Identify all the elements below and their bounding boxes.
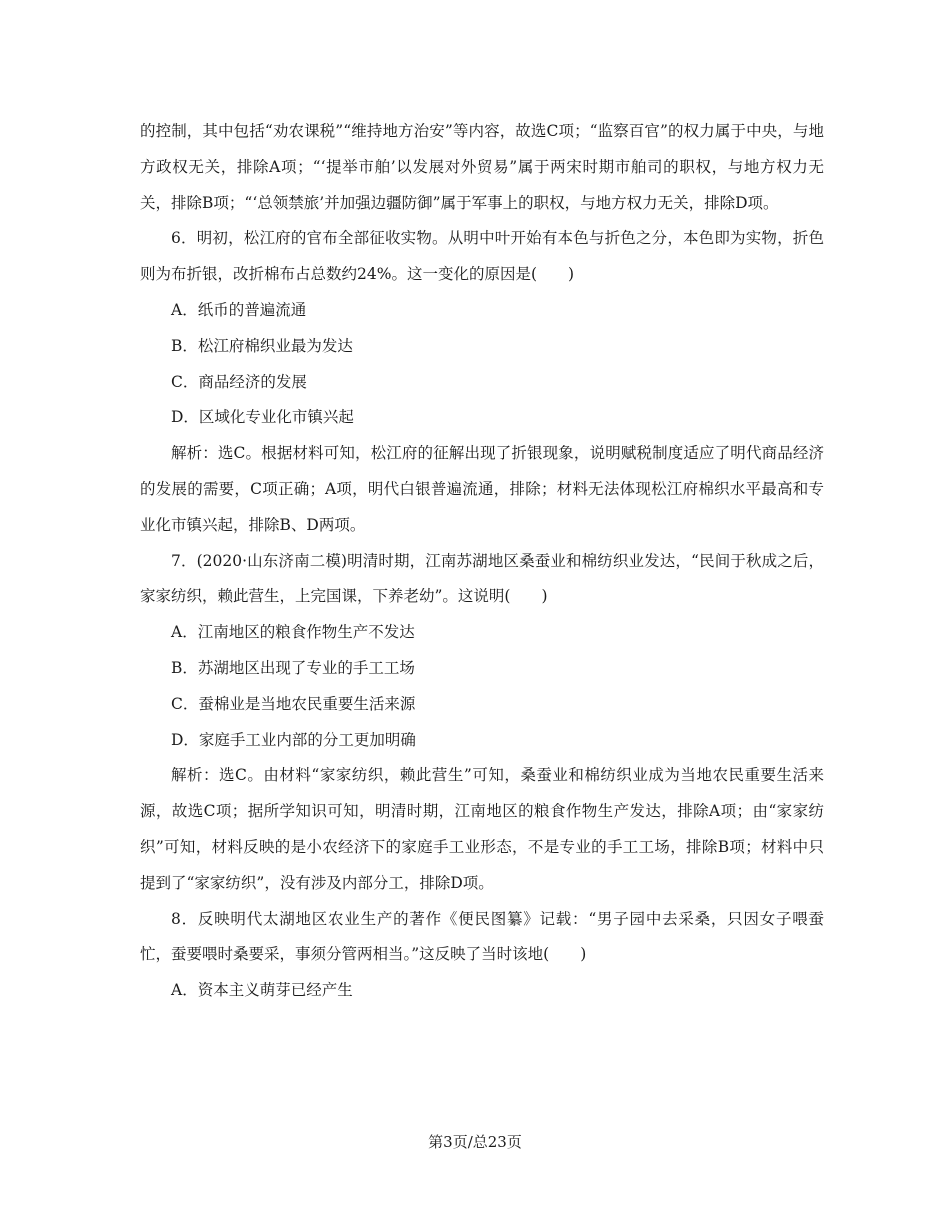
q6-option-c: C．商品经济的发展	[171, 372, 307, 391]
question-8: 8．反映明代太湖地区农业生产的著作《便民图纂》记载：“男子园中去采桑，只因女子喂蚕忙，蚕要喂时桑要采，事须分管两相当。”这反映了当时该地( )	[140, 909, 824, 964]
q6-option-b: B．松江府棉织业最为发达	[171, 336, 353, 355]
q8-option-a: A．资本主义萌芽已经产生	[171, 981, 353, 1000]
q7-option-a: A．江南地区的粮食作物生产不发达	[171, 623, 415, 642]
question-7: 7．(2020·山东济南二模)明清时期，江南苏湖地区桑蚕业和棉纺织业发达，“民间于秋成之后，家家纺织，赖此营生，上完国课，下养老幼”。这说明( )	[140, 551, 824, 606]
continued-analysis: 的控制，其中包括“劝农课税”“维持地方治安”等内容，故选C项；“监察百官”的权力属于中央，与地方政权无关，排除A项；“‘提举市舶’以发展对外贸易”属于两宋时期市舶司的职权，与地方权力无关，排除B项；“‘总领禁旅’并加强边疆防御”属于军事上的职权，与地方权力无关，排除D项。	[140, 122, 824, 212]
q7-option-c: C．蚕棉业是当地农民重要生活来源	[171, 694, 416, 713]
page-number: 第3页/总23页	[428, 1133, 522, 1151]
q6-option-a: A．纸币的普遍流通	[171, 300, 307, 319]
page-content	[140, 114, 824, 1009]
q6-option-d: D．区域化专业化市镇兴起	[171, 408, 354, 427]
q6-analysis: 解析：选C。根据材料可知，松江府的征解出现了折银现象，说明赋税制度适应了明代商品经济的发展的需要，C项正确；A项，明代白银普遍流通，排除；材料无法体现松江府棉织水平最高和专业化市镇兴起，排除B、D两项。	[140, 444, 824, 534]
question-6: 6．明初，松江府的官布全部征收实物。从明中叶开始有本色与折色之分，本色即为实物，折色则为布折银，改折棉布占总数约24%。这一变化的原因是( )	[140, 229, 824, 284]
q7-option-d: D．家庭手工业内部的分工更加明确	[171, 730, 416, 749]
q7-option-b: B．苏湖地区出现了专业的手工工场	[171, 658, 415, 677]
q7-analysis: 解析：选C。由材料“家家纺织，赖此营生”可知，桑蚕业和棉纺织业成为当地农民重要生活来源，故选C项；据所学知识可知，明清时期，江南地区的粮食作物生产发达，排除A项；由“家家纺织”可知，材料反映的是小农经济下的家庭手工业形态，不是专业的手工工场，排除B项；材料中只提到了“家家纺织”，没有涉及内部分工，排除D项。	[140, 766, 824, 892]
